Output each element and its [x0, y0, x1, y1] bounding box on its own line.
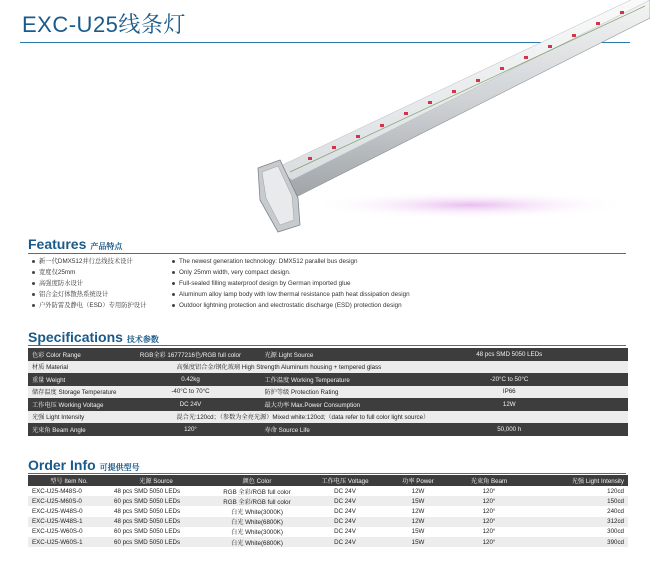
feature-item-en	[172, 300, 410, 311]
table-row	[28, 517, 628, 527]
table-row	[28, 411, 628, 424]
spec-value: DC 24V	[120, 398, 260, 411]
source-cell: 60 pcs SMD 5050 LEDs	[110, 496, 202, 506]
spec-label: 工作电压 Working Voltage	[28, 398, 120, 411]
intensity-cell: 120cd	[520, 486, 628, 496]
table-row	[28, 527, 628, 537]
intensity-cell: 240cd	[520, 506, 628, 516]
feature-text: The newest generation technology: DMX512 parallel bus design	[179, 258, 358, 265]
item-number: EXC-U25-M60S-0	[28, 496, 110, 506]
order-info-heading-cn: 可提供型号	[99, 463, 140, 472]
order-info-heading	[28, 457, 140, 473]
spec-label: 光强 Light Intensity	[28, 411, 120, 424]
item-number: EXC-U25-W60S-1	[28, 537, 110, 547]
bullet-icon	[172, 260, 175, 263]
intensity-cell: 312cd	[520, 517, 628, 527]
spec-label: 色彩 Color Range	[28, 348, 120, 361]
order-info-divider	[28, 473, 626, 474]
source-cell: 60 pcs SMD 5050 LEDs	[110, 537, 202, 547]
bullet-icon	[172, 293, 175, 296]
table-row	[28, 361, 628, 374]
feature-item-en	[172, 256, 410, 267]
color-cell: RGB 全彩/RGB full color	[202, 486, 312, 496]
spec-label: 最大功率 Max.Power Consumption	[260, 398, 390, 411]
color-cell: 白光 White(6800K)	[202, 537, 312, 547]
voltage-cell: DC 24V	[312, 537, 378, 547]
item-number: EXC-U25-W48S-1	[28, 517, 110, 527]
spec-value: 高强度铝合金/钢化玻璃 High Strength Aluminum housing + tempered glass	[120, 361, 628, 374]
product-image	[240, 0, 650, 235]
table-row	[28, 506, 628, 516]
features-heading-cn: 产品特点	[90, 242, 123, 251]
feature-item-cn	[32, 278, 146, 289]
spec-value: 12W	[390, 398, 628, 411]
feature-text: Aluminum alloy lamp body with low thermal resistance path heat dissipation design	[179, 291, 410, 298]
power-cell: 12W	[378, 486, 458, 496]
column-header: 工作电压 Voltage	[312, 475, 378, 486]
table-row	[28, 373, 628, 386]
features-divider	[28, 253, 626, 254]
color-cell: 白光 White(3000K)	[202, 506, 312, 516]
spec-label: 材质 Material	[28, 361, 120, 374]
bullet-icon	[32, 304, 35, 307]
spec-value: 混合光:120cd；（参数为全亮光源）Mixed white:120cd;（data refer to full color light source）	[120, 411, 628, 424]
feature-item-en	[172, 289, 410, 300]
column-header: 型号 Item No.	[28, 475, 110, 486]
page-title: EXC-U25线条灯	[22, 12, 186, 37]
spec-label: 重量 Weight	[28, 373, 120, 386]
voltage-cell: DC 24V	[312, 496, 378, 506]
table-row	[28, 496, 628, 506]
column-header: 光强 Light Intensity	[520, 475, 628, 486]
spec-value: 120°	[120, 423, 260, 436]
feature-item-cn	[32, 300, 146, 311]
spec-value: 48 pcs SMD 5050 LEDs	[390, 348, 628, 361]
source-cell: 60 pcs SMD 5050 LEDs	[110, 527, 202, 537]
power-cell: 12W	[378, 506, 458, 516]
specifications-divider	[28, 345, 626, 346]
features-heading	[28, 236, 122, 252]
feature-text: 铝合金灯体散热系统设计	[39, 291, 109, 298]
color-cell: 白光 White(3000K)	[202, 527, 312, 537]
beam-cell: 120°	[458, 496, 520, 506]
item-number: EXC-U25-W48S-0	[28, 506, 110, 516]
color-cell: 白光 White(6800K)	[202, 517, 312, 527]
bullet-icon	[172, 304, 175, 307]
beam-cell: 120°	[458, 537, 520, 547]
source-cell: 48 pcs SMD 5050 LEDs	[110, 517, 202, 527]
spec-value: -40°C to 70°C	[120, 386, 260, 399]
spec-value: -20°C to 50°C	[390, 373, 628, 386]
spec-value: 50,000 h	[390, 423, 628, 436]
source-cell: 48 pcs SMD 5050 LEDs	[110, 506, 202, 516]
order-info-heading-text: Order Info	[28, 457, 96, 473]
features-en-column	[172, 256, 410, 311]
feature-text: Only 25mm width, very compact design.	[179, 269, 291, 276]
feature-text: 宽度仅25mm	[39, 269, 76, 276]
feature-item-cn	[32, 256, 146, 267]
item-number: EXC-U25-W60S-0	[28, 527, 110, 537]
table-row	[28, 537, 628, 547]
power-cell: 15W	[378, 496, 458, 506]
specifications-heading-text: Specifications	[28, 329, 123, 345]
voltage-cell: DC 24V	[312, 486, 378, 496]
spec-value: IP66	[390, 386, 628, 399]
power-cell: 12W	[378, 517, 458, 527]
source-cell: 48 pcs SMD 5050 LEDs	[110, 486, 202, 496]
intensity-cell: 300cd	[520, 527, 628, 537]
feature-text: Outdoor lightning protection and electrostatic discharge (ESD) protection design	[179, 302, 402, 309]
feature-text: 高强度防水设计	[39, 280, 84, 287]
intensity-cell: 150cd	[520, 496, 628, 506]
item-number: EXC-U25-M48S-0	[28, 486, 110, 496]
column-header: 光束角 Beam	[458, 475, 520, 486]
spec-value: 0.42kg	[120, 373, 260, 386]
beam-cell: 120°	[458, 506, 520, 516]
column-header: 功率 Power	[378, 475, 458, 486]
feature-item-en	[172, 278, 410, 289]
color-cell: RGB 全彩/RGB full color	[202, 496, 312, 506]
order-info-table	[28, 475, 628, 547]
intensity-cell: 390cd	[520, 537, 628, 547]
column-header: 颜色 Color	[202, 475, 312, 486]
specifications-table	[28, 348, 628, 436]
spec-label: 储存温度 Storage Temperature	[28, 386, 120, 399]
power-cell: 15W	[378, 537, 458, 547]
features-heading-text: Features	[28, 236, 87, 252]
beam-cell: 120°	[458, 486, 520, 496]
feature-item-cn	[32, 267, 146, 278]
feature-item-en	[172, 267, 410, 278]
voltage-cell: DC 24V	[312, 517, 378, 527]
feature-text: 户外防雷及静电（ESD）专用防护设计	[39, 302, 147, 309]
bullet-icon	[32, 293, 35, 296]
specifications-heading-cn: 技术参数	[126, 335, 159, 344]
table-header-row	[28, 475, 628, 486]
voltage-cell: DC 24V	[312, 527, 378, 537]
spec-label: 工作温度 Working Temperature	[260, 373, 390, 386]
column-header: 光源 Source	[110, 475, 202, 486]
bullet-icon	[172, 282, 175, 285]
table-row	[28, 398, 628, 411]
bullet-icon	[172, 271, 175, 274]
power-cell: 15W	[378, 527, 458, 537]
table-row	[28, 348, 628, 361]
bullet-icon	[32, 260, 35, 263]
specifications-heading	[28, 329, 159, 345]
spec-label: 光束角 Beam Angle	[28, 423, 120, 436]
spec-label: 光源 Light Source	[260, 348, 390, 361]
feature-item-cn	[32, 289, 146, 300]
beam-cell: 120°	[458, 517, 520, 527]
voltage-cell: DC 24V	[312, 506, 378, 516]
bullet-icon	[32, 282, 35, 285]
bullet-icon	[32, 271, 35, 274]
spec-value: RGB全彩 16777216色/RGB full color	[120, 348, 260, 361]
table-row	[28, 386, 628, 399]
table-row	[28, 486, 628, 496]
spec-label: 防护等级 Protection Rating	[260, 386, 390, 399]
table-row	[28, 423, 628, 436]
features-cn-column	[32, 256, 146, 311]
spec-label: 寿命 Source Life	[260, 423, 390, 436]
beam-cell: 120°	[458, 527, 520, 537]
feature-text: 新一代DMX512并行总线技术设计	[39, 258, 133, 265]
feature-text: Full-sealed filling waterproof design by German imported glue	[179, 280, 351, 287]
